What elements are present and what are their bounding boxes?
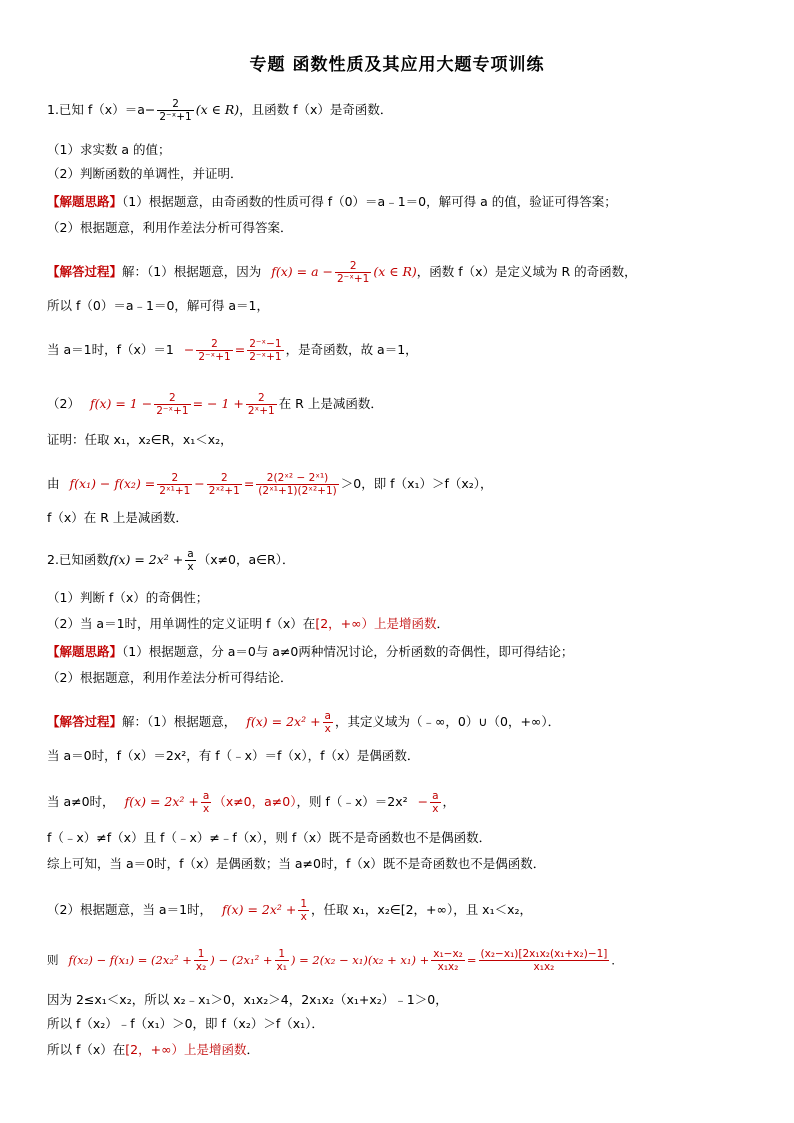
denominator: x <box>432 803 439 815</box>
hint-tag: 【解题思路】 <box>47 644 123 659</box>
denominator: x <box>324 723 331 735</box>
math-text: = − 1 + <box>192 396 244 411</box>
fraction <box>431 948 465 973</box>
text: （2） <box>47 396 80 411</box>
text: ，是奇函数，故 a＝1， <box>285 342 418 357</box>
text: 则 <box>47 953 59 967</box>
solution-line: 因为 2≤x₁＜x₂，所以 x₂﹣x₁＞0，x₁x₂＞4，2x₁x₂（x₁+x₂）﹣1＞0， <box>47 992 448 1007</box>
math-text: (x ∈ R) <box>195 102 240 117</box>
numerator: a <box>202 790 210 802</box>
text: （2）当 a＝1时，用单调性的定义证明 f（x）在 <box>47 616 316 631</box>
denominator: 2⁻ˣ+1 <box>159 111 192 123</box>
text: ＞0，即 f（x₁）＞f（x₂）， <box>340 476 493 491</box>
denominator: (2ˣ¹+1)(2ˣ²+1) <box>258 485 337 497</box>
math-text: (x ∈ R) <box>373 264 417 279</box>
fraction <box>323 710 333 735</box>
process-tag: 【解答过程】 <box>47 714 123 729</box>
process-tag: 【解答过程】 <box>47 264 123 279</box>
fraction <box>479 948 610 973</box>
solution-line: 证明：任取 x₁，x₂∈R，x₁＜x₂， <box>47 432 233 447</box>
denominator: 2ˣ¹+1 <box>159 485 191 497</box>
text: 当 a≠0时， <box>47 794 115 809</box>
solution-process-2 <box>47 710 560 735</box>
solution-line: 所以 f（x₂）﹣f（x₁）＞0，即 f（x₂）＞f（x₁）． <box>47 1016 324 1031</box>
numerator: (x₂−x₁)[2x₁x₂(x₁+x₂)−1] <box>480 948 608 960</box>
math-text: f(x₂) − f(x₁) = (2x₂² + <box>68 953 192 967</box>
text: ，其定义域为（﹣∞，0）∪（0，+∞）． <box>334 714 561 729</box>
problem-1-statement <box>47 98 392 123</box>
denominator: 2⁻ˣ+1 <box>198 351 231 363</box>
text: ． <box>246 1042 260 1057</box>
denominator: 2ˣ²+1 <box>208 485 240 497</box>
denominator: 2⁻ˣ+1 <box>249 351 282 363</box>
red-text: [2，+∞）上是增函数 <box>125 1042 247 1057</box>
math-text: f(x) = 2x² + <box>246 714 321 729</box>
denominator: x₁ <box>276 961 287 973</box>
solution-line: f（x）在 R 上是减函数． <box>47 510 188 525</box>
numerator: 2 <box>157 472 192 485</box>
text: ，且函数 f（x）是奇函数． <box>239 102 393 117</box>
numerator: 1 <box>194 948 208 961</box>
denominator: x₂ <box>195 961 207 973</box>
question-1-1: （1）求实数 a 的值； <box>47 142 171 157</box>
math-text: f(x) = 2x² + <box>222 902 297 917</box>
text: （x≠0，a∈R）． <box>197 552 295 567</box>
solution-line <box>47 898 532 923</box>
numerator: 1 <box>300 898 308 910</box>
math-text: = <box>466 953 477 967</box>
denominator: 2⁻ˣ+1 <box>156 405 189 417</box>
text: 1.已知 f（x）＝a− <box>47 102 156 117</box>
solution-hint-2 <box>47 644 573 660</box>
text: 解：（1）根据题意， <box>122 714 237 729</box>
solution-hint-1b: （2）根据题意，利用作差法分析可得答案． <box>47 220 293 235</box>
denominator: x₁x₂ <box>437 961 459 973</box>
fraction <box>298 898 309 923</box>
fraction <box>196 338 232 363</box>
text: （1）根据题意，分 a＝0与 a≠0两种情况讨论，分析函数的奇偶性，即可得结论； <box>122 644 574 659</box>
text: ，任取 x₁，x₂∈[2，+∞），且 x₁＜x₂， <box>311 902 532 917</box>
text: 在 R 上是减函数． <box>278 396 383 411</box>
text: （2）根据题意，当 a＝1时， <box>47 902 213 917</box>
fraction <box>201 790 211 815</box>
text: ， <box>442 794 456 809</box>
numerator: 2 <box>157 98 193 111</box>
hint-tag: 【解题思路】 <box>47 194 123 209</box>
solution-line: 当 a＝1时，f（x）＝1 − $\frac{2}{\text{2⁻ˣ+1}}$ = $\frac{\text{2⁻ˣ−1}}{\text{2⁻ˣ+1}}$ ，是奇函数，故 a＝1， <box>47 338 418 363</box>
text: ，函数 f（x）是定义域为 R 的奇函数， <box>416 264 637 279</box>
solution-line: 所以 f（0）＝a﹣1＝0，解可得 a＝1， <box>47 298 269 313</box>
math-text: f(x) = 2x² + <box>108 552 184 567</box>
fraction <box>207 472 242 497</box>
numerator: 2 <box>154 392 190 405</box>
question-2-2 <box>47 616 449 632</box>
fraction <box>154 392 190 417</box>
math-text: f(x) = 1 − <box>89 396 153 411</box>
fraction <box>335 260 371 285</box>
text: （1）根据题意，由奇函数的性质可得 f（0）＝a﹣1＝0，解可得 a 的值，验证可得答案； <box>122 194 617 209</box>
solution-hint-2b: （2）根据题意，利用作差法分析可得结论． <box>47 670 293 685</box>
numerator: 2(2ˣ² − 2ˣ¹) <box>256 472 338 485</box>
text: 所以 f（x）在 <box>47 1042 126 1057</box>
solution-line: f（﹣x）≠f（x）且 f（﹣x）≠﹣f（x），则 f（x）既不是奇函数也不是偶函数． <box>47 830 492 845</box>
numerator: 2 <box>335 260 371 273</box>
question-1-2: （2）判断函数的单调性，并证明． <box>47 166 243 181</box>
fraction <box>246 392 277 417</box>
denominator: 2⁻ˣ+1 <box>336 273 370 285</box>
numerator: 2 <box>196 338 232 351</box>
page-title: 专题 函数性质及其应用大题专项训练 <box>249 55 545 75</box>
denominator: 2ˣ+1 <box>247 405 275 417</box>
fraction <box>275 948 289 973</box>
fraction <box>256 472 338 497</box>
denominator: x <box>202 803 210 815</box>
solution-line: 由 f(x₁) − f(x₂) = $\frac{2}{\text{2ˣ¹+1}}$ − $\frac{2}{\text{2ˣ²+1}}$ = $\frac{\text{2(2ˣ² − 2ˣ¹)}}{\text{(2ˣ¹+1)(2ˣ²+1)}}$ ＞0，即 f（x₁）＞f（x₂）， <box>47 472 493 497</box>
fraction <box>157 98 193 123</box>
numerator: 1 <box>275 948 289 961</box>
solution-line <box>47 1042 259 1058</box>
numerator: x₁−x₂ <box>433 948 463 960</box>
denominator: x <box>187 561 194 573</box>
fraction <box>194 948 208 973</box>
math-text: f(x₁) − f(x₂) = <box>69 476 156 491</box>
solution-line <box>47 392 383 417</box>
denominator: x <box>300 911 307 923</box>
numerator: 2⁻ˣ−1 <box>249 338 282 350</box>
math-text: ) = 2(x₂ − x₁)(x₂ + x₁) + <box>290 953 430 967</box>
numerator: a <box>432 790 439 802</box>
question-2-1: （1）判断 f（x）的奇偶性； <box>47 590 209 605</box>
red-text: （x≠0，a≠0） <box>213 794 297 809</box>
fraction <box>185 548 195 573</box>
numerator: 2 <box>246 392 277 405</box>
numerator: a <box>324 710 331 722</box>
math-text: f(x) = 2x² + <box>124 794 199 809</box>
text: ，则 f（﹣x）＝2x² <box>296 794 408 809</box>
text: 由 <box>47 476 60 491</box>
fraction <box>430 790 440 815</box>
solution-process-1 <box>47 260 637 285</box>
math-text: f(x) = a − <box>271 264 333 279</box>
problem-2-statement <box>47 548 295 573</box>
text: 解：（1）根据题意，因为 <box>122 264 262 279</box>
fraction <box>247 338 283 363</box>
solution-line: 综上可知，当 a＝0时，f（x）是偶函数；当 a≠0时，f（x）既不是奇函数也不是偶函数． <box>47 856 546 871</box>
numerator: a <box>187 548 194 560</box>
text: ． <box>436 616 450 631</box>
text: ． <box>611 953 623 967</box>
numerator: 2 <box>207 472 242 485</box>
denominator: x₁x₂ <box>533 961 555 973</box>
solution-line: 当 a≠0时， f(x) = 2x² + $\frac{a}{x}$ （x≠0，a≠0），则 f（﹣x）＝2x² − $\frac{a}{x}$ ， <box>47 790 456 815</box>
solution-hint-1 <box>47 194 617 210</box>
red-text: [2，+∞）上是增函数 <box>315 616 437 631</box>
math-text: ) − (2x₁² + <box>210 953 273 967</box>
solution-line <box>47 948 623 973</box>
fraction <box>157 472 192 497</box>
solution-line: 当 a＝0时，f（x）＝2x²，有 f（﹣x）＝f（x），f（x）是偶函数． <box>47 748 420 763</box>
text: 当 a＝1时，f（x）＝1 <box>47 342 174 357</box>
text: 2.已知函数 <box>47 552 109 567</box>
